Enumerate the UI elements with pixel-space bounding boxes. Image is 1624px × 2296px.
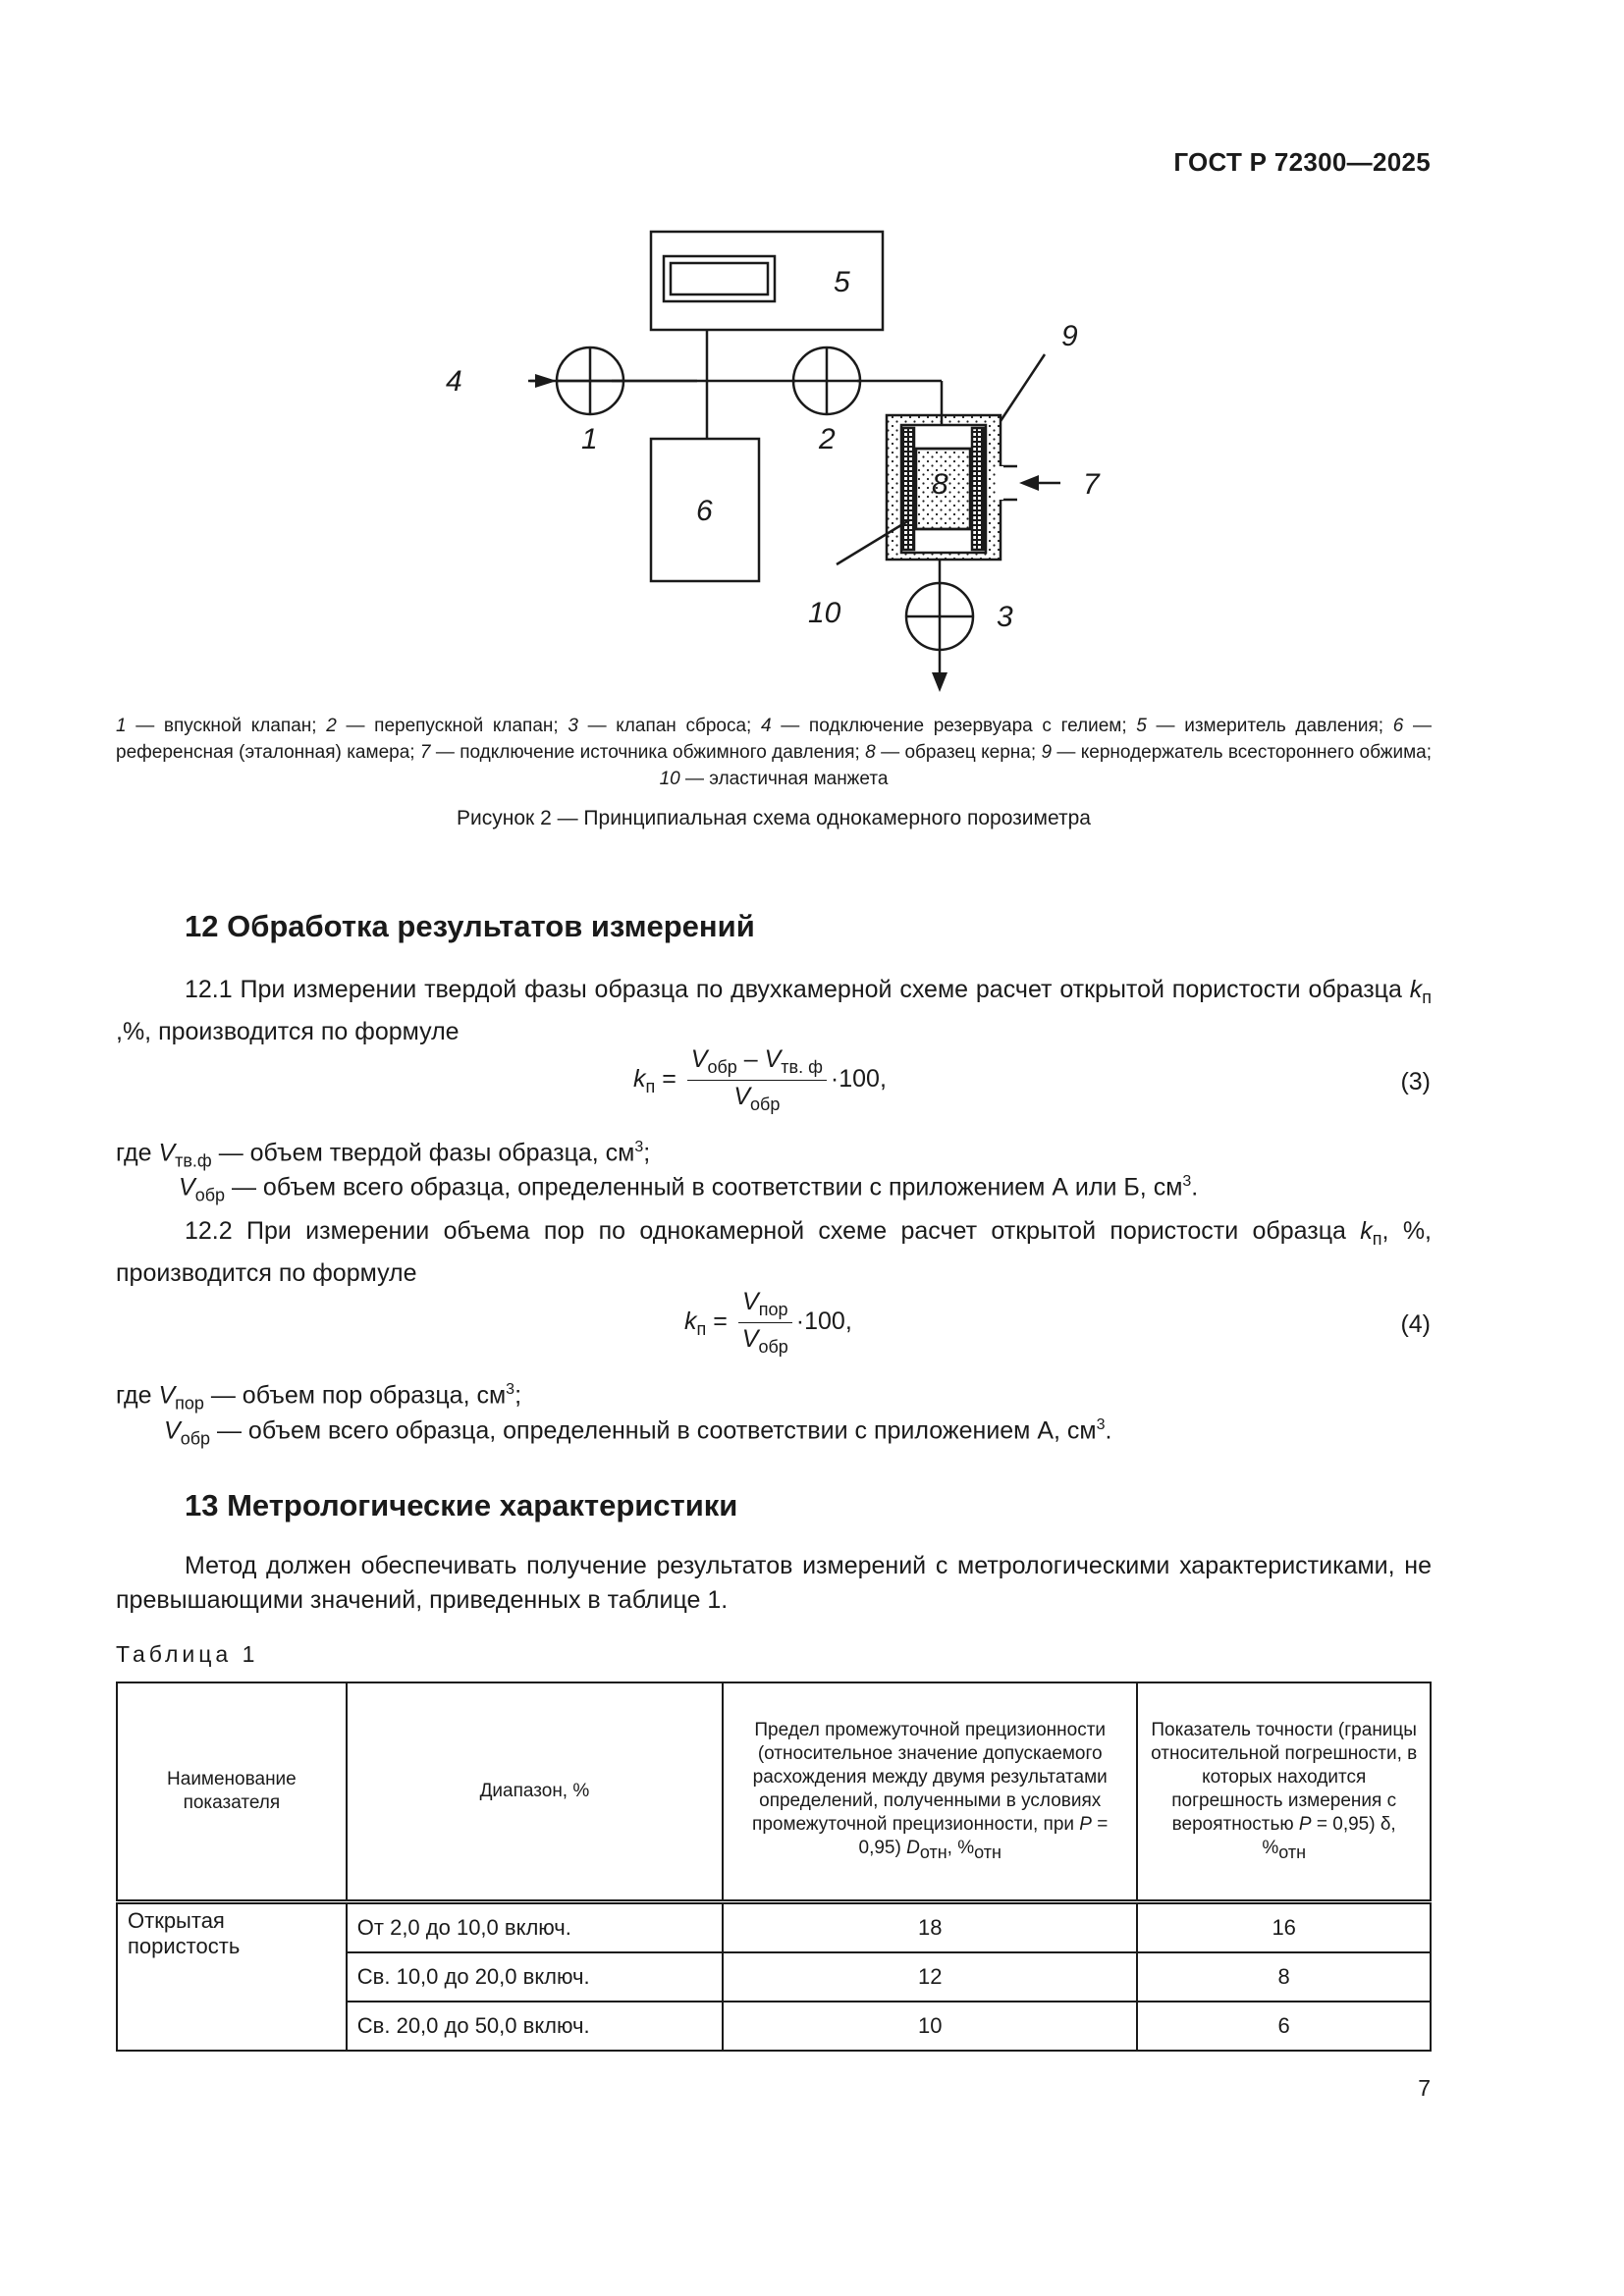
precision-cell: 10 — [723, 2002, 1137, 2051]
precision-cell: 12 — [723, 1952, 1137, 2002]
where-3-line-1: где $V_{тв.ф}$ — объем твердой фазы образца, $см^3$; — [116, 1139, 651, 1171]
leader-9 — [1001, 354, 1045, 421]
range-cell: Св. 20,0 до 50,0 включ. — [347, 2002, 723, 2051]
porosimeter-diagram — [422, 221, 1129, 707]
label-10: 10 — [808, 597, 841, 629]
figure-caption: Рисунок 2 — Принципиальная схема однокамерного порозиметра — [457, 807, 1091, 829]
where-4-line-1: где $V_{пор}$ — объем пор образца, $см^3$; — [116, 1381, 522, 1414]
label-4: 4 — [446, 365, 462, 398]
label-5: 5 — [834, 266, 850, 298]
label-1: 1 — [581, 423, 598, 455]
diagram-svg — [422, 221, 1129, 702]
range-cell: От 2,0 до 10,0 включ. — [347, 1902, 723, 1953]
header-range: Диапазон, % — [347, 1682, 723, 1902]
section-13-heading: 13 Метрологические характеристики — [185, 1488, 738, 1522]
accuracy-cell: 16 — [1137, 1902, 1431, 1953]
table-row — [117, 1902, 1431, 1953]
figure-legend: 1 — впускной клапан; 2 — перепускной клапан; 3 — клапан сброса; 4 — подключение резервуара с гелием; 5 — измеритель давления; 6 — референсная (эталонная) камера; 7 — подключение источника обжимного давления; 8 — образец керна; 9 — кернодержатель всестороннего обжима; 10 — эластичная манжета — [116, 716, 1432, 789]
elastic-cuff-right — [972, 428, 984, 550]
label-6: 6 — [696, 495, 713, 527]
indicator-cell: Открытая пористость — [117, 1902, 347, 2052]
label-9: 9 — [1061, 320, 1078, 352]
page-number: 7 — [1418, 2075, 1431, 2101]
range-cell: Св. 10,0 до 20,0 включ. — [347, 1952, 723, 2002]
label-8: 8 — [932, 468, 948, 501]
section-12-heading: 12 Обработка результатов измерений — [185, 909, 755, 943]
label-3: 3 — [997, 601, 1013, 633]
where-4-line-2: $V_{обр}$ — объем всего образца, определенный в соответствии с приложением А, $см^3$. — [164, 1416, 1112, 1449]
formula-3-number: (3) — [1400, 1068, 1431, 1095]
table-caption: Таблица 1 — [116, 1641, 259, 1667]
formula-4: $k_п$ = $\frac{V_{пор}}{V_{обр}}$ ·100, — [684, 1288, 852, 1357]
table-header-row — [117, 1682, 1431, 1902]
formula-3: $k_п$ = $\frac{V_{обр} - V_{тв. ф}}{V_{обр}}$ ·100, — [633, 1045, 887, 1114]
accuracy-cell: 8 — [1137, 1952, 1431, 2002]
paragraph-12-2: 12.2 При измерении объема пор по однокамерной схеме расчет открытой пористости образца $k_п$, %, производится по формуле — [116, 1217, 1432, 1287]
precision-cell: 18 — [723, 1902, 1137, 1953]
metrology-table — [116, 1682, 1432, 2052]
header-indicator: Наименование показателя — [117, 1682, 347, 1902]
formula-4-number: (4) — [1400, 1310, 1431, 1338]
header-precision: Предел промежуточной прецизионности (относительное значение допускаемого расхождения между двумя результатами определений, полученными в условиях промежуточной прецизионности, при P = 0,95) $D_{отн}$, $\%_{отн}$ — [723, 1682, 1137, 1902]
paragraph-13: Метод должен обеспечивать получение результатов измерений с метрологическими характеристиками, не превышающими значений, приведенных в таблице 1. — [116, 1552, 1432, 1614]
label-7: 7 — [1083, 468, 1100, 501]
where-3-line-2: $V_{обр}$ — объем всего образца, определенный в соответствии с приложением А или Б, $см^3$. — [179, 1173, 1199, 1205]
paragraph-12-1: 12.1 При измерении твердой фазы образца по двухкамерной схеме расчет открытой пористости образца $k_п$ ,%, производится по формуле — [116, 976, 1432, 1045]
accuracy-cell: 6 — [1137, 2002, 1431, 2051]
document-id: ГОСТ Р 72300—2025 — [1173, 147, 1431, 177]
header-accuracy: Показатель точности (границы относительной погрешности, в которых находится погрешность измерения с вероятностью P = 0,95) δ, $\%_{отн}$ — [1137, 1682, 1431, 1902]
label-2: 2 — [819, 423, 836, 455]
elastic-cuff-left — [902, 428, 914, 550]
